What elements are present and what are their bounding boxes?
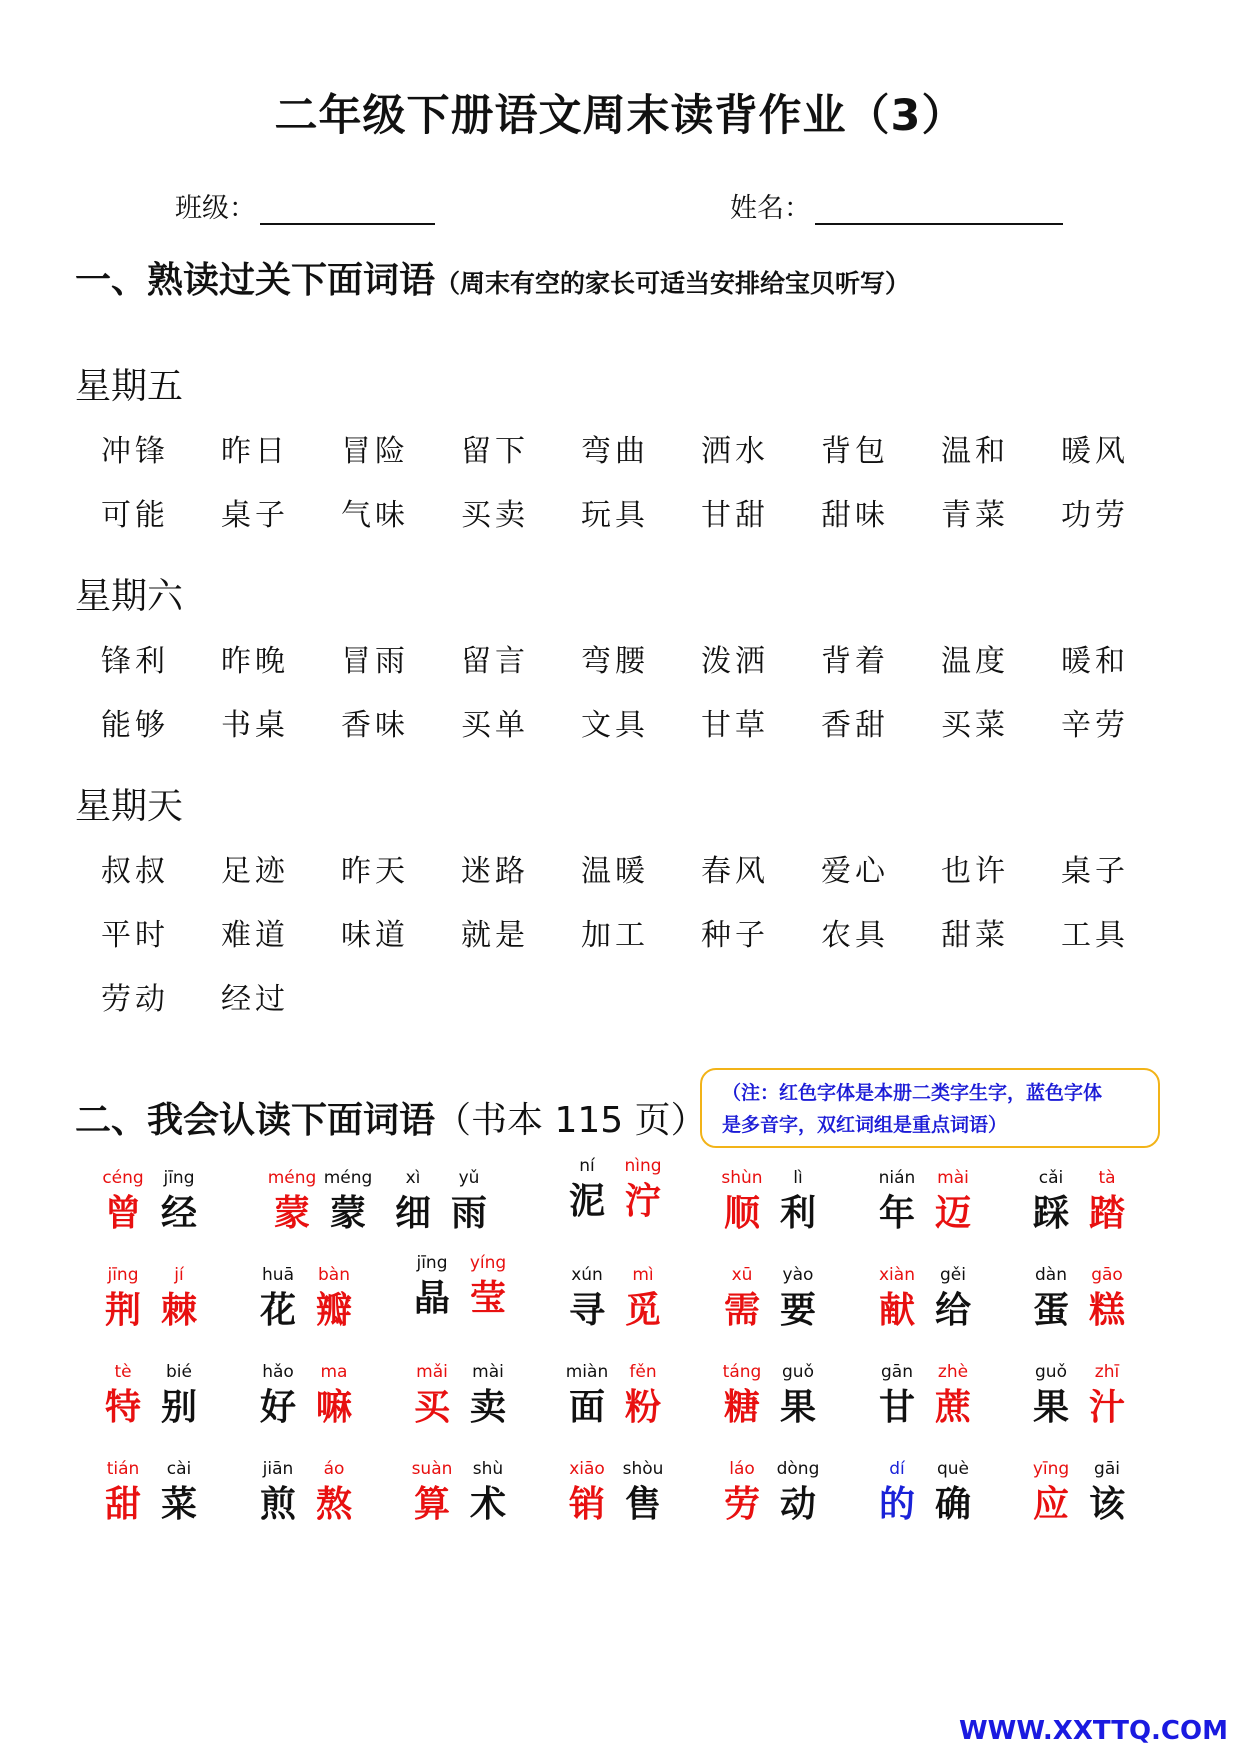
pinyin: yíng xyxy=(469,1253,507,1273)
char-cell xyxy=(93,1263,153,1333)
day-label: 星期天 xyxy=(75,786,184,827)
pinyin: yīng xyxy=(1032,1459,1070,1479)
char-cell xyxy=(768,1263,828,1333)
word-row xyxy=(0,974,1240,1017)
char-cell xyxy=(458,1457,518,1527)
pinyin: mǎi xyxy=(416,1362,448,1382)
vocab-word: 背包 xyxy=(821,434,889,469)
hanzi: 汁 xyxy=(1088,1386,1125,1428)
vocab-word: 迷路 xyxy=(461,854,529,889)
char-cell xyxy=(149,1263,209,1333)
pinyin: xì xyxy=(405,1168,421,1188)
char-cell xyxy=(712,1263,772,1333)
vocab-word: 暖和 xyxy=(1061,644,1129,679)
char-cell xyxy=(402,1457,462,1527)
hanzi: 莹 xyxy=(469,1277,506,1319)
pinyin: mì xyxy=(632,1265,654,1285)
pinyin: yǔ xyxy=(458,1168,480,1188)
char-cell xyxy=(712,1457,772,1527)
pinyin-word-pair xyxy=(867,1360,997,1440)
vocab-word: 锋利 xyxy=(101,644,169,679)
hanzi: 蔗 xyxy=(934,1386,971,1428)
vocab-word: 买单 xyxy=(461,708,529,743)
hanzi: 顺 xyxy=(723,1192,760,1234)
char-cell xyxy=(557,1360,617,1430)
pinyin: què xyxy=(936,1459,970,1479)
pinyin: dàn xyxy=(1035,1265,1067,1285)
pinyin: shùn xyxy=(721,1168,763,1188)
char-cell xyxy=(768,1360,828,1430)
char-cell xyxy=(712,1360,772,1430)
hanzi: 踩 xyxy=(1032,1192,1069,1234)
pinyin-word-pair xyxy=(93,1263,223,1343)
vocab-word: 能够 xyxy=(101,708,169,743)
hanzi: 晶 xyxy=(413,1277,450,1319)
char-cell xyxy=(923,1360,983,1430)
name-label: 姓名： xyxy=(730,193,811,224)
color-legend-note xyxy=(700,1068,1160,1148)
pinyin: dòng xyxy=(776,1459,820,1479)
pinyin: zhī xyxy=(1094,1362,1120,1382)
char-cell xyxy=(248,1360,308,1430)
hanzi: 蒙 xyxy=(329,1192,366,1234)
section2-title: 二、我会认读下面词语 xyxy=(75,1100,436,1141)
pinyin-word-pair xyxy=(712,1263,842,1343)
pinyin: jí xyxy=(174,1265,184,1285)
hanzi: 瓣 xyxy=(315,1289,352,1331)
char-cell xyxy=(768,1457,828,1527)
pinyin-word-pair xyxy=(402,1457,532,1537)
hanzi: 买 xyxy=(413,1386,450,1428)
section1-title: 一、熟读过关下面词语 xyxy=(75,260,436,301)
char-cell xyxy=(149,1360,209,1430)
hanzi: 面 xyxy=(568,1386,605,1428)
pinyin: miàn xyxy=(565,1362,609,1382)
vocab-word: 香甜 xyxy=(821,708,889,743)
section1-heading xyxy=(75,252,910,303)
pinyin: cǎi xyxy=(1038,1168,1064,1188)
char-cell xyxy=(93,1360,153,1430)
char-cell xyxy=(248,1263,308,1333)
pinyin-word-pair xyxy=(867,1166,997,1246)
pinyin: yào xyxy=(782,1265,814,1285)
char-cell xyxy=(867,1360,927,1430)
hanzi: 果 xyxy=(779,1386,816,1428)
pinyin: nìng xyxy=(624,1156,662,1176)
vocab-word: 暖风 xyxy=(1061,434,1129,469)
char-cell xyxy=(557,1154,617,1224)
vocab-word: 平时 xyxy=(101,918,169,953)
pinyin: céng xyxy=(102,1168,144,1188)
class-field[interactable] xyxy=(175,186,435,225)
vocab-word: 冲锋 xyxy=(101,434,169,469)
char-cell xyxy=(149,1457,209,1527)
hanzi: 迈 xyxy=(934,1192,971,1234)
pinyin: guǒ xyxy=(782,1362,814,1382)
hanzi: 算 xyxy=(413,1483,450,1525)
vocab-word: 温暖 xyxy=(581,854,649,889)
hanzi: 献 xyxy=(878,1289,915,1331)
vocab-word: 买菜 xyxy=(941,708,1009,743)
pinyin: jīng xyxy=(163,1168,195,1188)
vocab-word: 文具 xyxy=(581,708,649,743)
class-blank-line[interactable] xyxy=(260,193,435,225)
vocab-word: 甜菜 xyxy=(941,918,1009,953)
vocab-word: 留言 xyxy=(461,644,529,679)
char-cell xyxy=(1021,1360,1081,1430)
char-cell xyxy=(613,1360,673,1430)
hanzi: 粉 xyxy=(624,1386,661,1428)
vocab-word: 昨天 xyxy=(341,854,409,889)
pinyin-word-pair xyxy=(557,1263,687,1343)
vocab-word: 泼洒 xyxy=(701,644,769,679)
vocab-word: 甘草 xyxy=(701,708,769,743)
hanzi: 曾 xyxy=(104,1192,141,1234)
char-cell xyxy=(613,1263,673,1333)
vocab-word: 留下 xyxy=(461,434,529,469)
pinyin: lì xyxy=(793,1168,803,1188)
pinyin: cài xyxy=(166,1459,192,1479)
hanzi: 给 xyxy=(934,1289,971,1331)
vocab-word: 叔叔 xyxy=(101,854,169,889)
vocab-word: 可能 xyxy=(101,498,169,533)
pinyin: ma xyxy=(320,1362,348,1382)
pinyin: táng xyxy=(722,1362,762,1382)
pinyin-word-pair xyxy=(1021,1360,1151,1440)
char-cell xyxy=(1077,1457,1137,1527)
vocab-word: 背着 xyxy=(821,644,889,679)
vocab-word: 洒水 xyxy=(701,434,769,469)
vocab-word: 工具 xyxy=(1061,918,1129,953)
pinyin: áo xyxy=(323,1459,345,1479)
hanzi: 荆 xyxy=(104,1289,141,1331)
hanzi: 蒙 xyxy=(273,1192,310,1234)
char-cell xyxy=(613,1457,673,1527)
pinyin: dí xyxy=(889,1459,905,1479)
pinyin: nián xyxy=(878,1168,916,1188)
char-cell xyxy=(867,1166,927,1236)
name-field[interactable] xyxy=(730,186,1063,225)
hanzi: 动 xyxy=(779,1483,816,1525)
char-cell xyxy=(1077,1360,1137,1430)
pinyin: xún xyxy=(571,1265,603,1285)
pinyin: shòu xyxy=(622,1459,664,1479)
hanzi: 甘 xyxy=(878,1386,915,1428)
vocab-word: 买卖 xyxy=(461,498,529,533)
pinyin: gěi xyxy=(940,1265,966,1285)
hanzi: 年 xyxy=(878,1192,915,1234)
hanzi: 泞 xyxy=(624,1180,661,1222)
vocab-word: 农具 xyxy=(821,918,889,953)
pinyin: suàn xyxy=(411,1459,453,1479)
page-title: 二年级下册语文周末读背作业（3） xyxy=(274,91,966,141)
note-line-1: （注：红色字体是本册二类字生字，蓝色字体 xyxy=(722,1082,1103,1104)
char-cell xyxy=(304,1457,364,1527)
char-cell xyxy=(262,1166,322,1236)
pinyin: shù xyxy=(472,1459,504,1479)
vocab-word: 昨日 xyxy=(221,434,289,469)
hanzi: 雨 xyxy=(450,1192,487,1234)
vocab-word: 加工 xyxy=(581,918,649,953)
hanzi: 蛋 xyxy=(1032,1289,1069,1331)
section1-note: （周末有空的家长可适当安排给宝贝听写） xyxy=(435,269,911,298)
pinyin: xiàn xyxy=(879,1265,915,1285)
char-cell xyxy=(1077,1263,1137,1333)
word-row xyxy=(0,910,1240,953)
vocab-word: 温和 xyxy=(941,434,1009,469)
pinyin-word-pair xyxy=(248,1360,378,1440)
hanzi: 卖 xyxy=(469,1386,506,1428)
vocab-word: 冒险 xyxy=(341,434,409,469)
vocab-word: 功劳 xyxy=(1061,498,1129,533)
char-cell xyxy=(383,1166,443,1236)
pinyin-word-pair xyxy=(557,1360,687,1440)
name-blank-line[interactable] xyxy=(815,193,1063,225)
hanzi: 细 xyxy=(394,1192,431,1234)
hanzi: 好 xyxy=(259,1386,296,1428)
vocab-word: 劳动 xyxy=(101,982,169,1017)
char-cell xyxy=(458,1360,518,1430)
pinyin: mài xyxy=(472,1362,504,1382)
vocab-word: 种子 xyxy=(701,918,769,953)
day-label: 星期五 xyxy=(75,366,184,407)
hanzi: 确 xyxy=(934,1483,971,1525)
pinyin: tà xyxy=(1098,1168,1116,1188)
vocab-word: 难道 xyxy=(221,918,289,953)
pinyin: gān xyxy=(881,1362,913,1382)
pinyin: xiāo xyxy=(569,1459,605,1479)
hanzi: 销 xyxy=(568,1483,605,1525)
pinyin: mài xyxy=(937,1168,969,1188)
hanzi: 花 xyxy=(259,1289,296,1331)
vocab-word: 桌子 xyxy=(221,498,289,533)
pinyin-word-pair xyxy=(712,1457,842,1537)
vocab-word: 爱心 xyxy=(821,854,889,889)
char-cell xyxy=(768,1166,828,1236)
pinyin: bàn xyxy=(318,1265,350,1285)
char-cell xyxy=(318,1166,378,1236)
pinyin-word-pair xyxy=(712,1360,842,1440)
vocab-word: 玩具 xyxy=(581,498,649,533)
pinyin-word-pair xyxy=(93,1166,223,1246)
hanzi: 术 xyxy=(469,1483,506,1525)
pinyin: guǒ xyxy=(1035,1362,1067,1382)
hanzi: 糕 xyxy=(1088,1289,1125,1331)
vocab-word: 弯腰 xyxy=(581,644,649,679)
hanzi: 利 xyxy=(779,1192,816,1234)
hanzi: 经 xyxy=(160,1192,197,1234)
hanzi: 售 xyxy=(624,1483,661,1525)
vocab-word: 桌子 xyxy=(1061,854,1129,889)
hanzi: 应 xyxy=(1032,1483,1069,1525)
word-row xyxy=(0,846,1240,889)
pinyin-word-pair xyxy=(402,1253,532,1343)
pinyin-word-pair xyxy=(402,1360,532,1440)
char-cell xyxy=(248,1457,308,1527)
word-row xyxy=(0,636,1240,679)
vocab-word: 足迹 xyxy=(221,854,289,889)
char-cell xyxy=(458,1251,518,1321)
pinyin-word-pair xyxy=(1021,1263,1151,1343)
pinyin: tè xyxy=(114,1362,132,1382)
pinyin: jiān xyxy=(262,1459,294,1479)
pinyin: bié xyxy=(166,1362,192,1382)
vocab-word: 就是 xyxy=(461,918,529,953)
pinyin-word-pair xyxy=(867,1457,997,1537)
char-cell xyxy=(304,1360,364,1430)
hanzi: 踏 xyxy=(1088,1192,1125,1234)
vocab-word: 弯曲 xyxy=(581,434,649,469)
vocab-word: 昨晚 xyxy=(221,644,289,679)
char-cell xyxy=(557,1263,617,1333)
char-cell xyxy=(923,1263,983,1333)
char-cell xyxy=(304,1263,364,1333)
hanzi: 熬 xyxy=(315,1483,352,1525)
vocab-word: 辛劳 xyxy=(1061,708,1129,743)
vocab-word: 甜味 xyxy=(821,498,889,533)
vocab-word: 春风 xyxy=(701,854,769,889)
pinyin: ní xyxy=(579,1156,595,1176)
pinyin: hǎo xyxy=(262,1362,294,1382)
char-cell xyxy=(712,1166,772,1236)
day-label: 星期六 xyxy=(75,576,184,617)
char-cell xyxy=(402,1360,462,1430)
hanzi: 的 xyxy=(878,1483,915,1525)
pinyin-word-pair xyxy=(1021,1457,1151,1537)
site-watermark: WWW.XXTTQ.COM xyxy=(959,1716,1228,1746)
pinyin-word-pair xyxy=(867,1263,997,1343)
char-cell xyxy=(1021,1166,1081,1236)
vocab-word: 香味 xyxy=(341,708,409,743)
hanzi: 泥 xyxy=(568,1180,605,1222)
char-cell xyxy=(439,1166,499,1236)
hanzi: 别 xyxy=(160,1386,197,1428)
pinyin-word-pair xyxy=(712,1166,842,1246)
vocab-word: 味道 xyxy=(341,918,409,953)
char-cell xyxy=(149,1166,209,1236)
hanzi: 糖 xyxy=(723,1386,760,1428)
hanzi: 煎 xyxy=(259,1483,296,1525)
pinyin-word-pair xyxy=(383,1166,513,1246)
char-cell xyxy=(557,1457,617,1527)
pinyin: gāo xyxy=(1091,1265,1123,1285)
hanzi: 寻 xyxy=(568,1289,605,1331)
char-cell xyxy=(1021,1263,1081,1333)
pinyin: láo xyxy=(729,1459,755,1479)
hanzi: 甜 xyxy=(104,1483,141,1525)
pinyin-word-pair xyxy=(557,1156,687,1246)
char-cell xyxy=(1021,1457,1081,1527)
char-cell xyxy=(93,1166,153,1236)
vocab-word: 书桌 xyxy=(221,708,289,743)
char-cell xyxy=(923,1457,983,1527)
hanzi: 觅 xyxy=(624,1289,661,1331)
char-cell xyxy=(867,1263,927,1333)
vocab-word: 温度 xyxy=(941,644,1009,679)
pinyin: fěn xyxy=(629,1362,657,1382)
vocab-word: 经过 xyxy=(221,982,289,1017)
note-line-2: 是多音字，双红词组是重点词语） xyxy=(722,1114,1008,1136)
pinyin-word-pair xyxy=(93,1360,223,1440)
hanzi: 嘛 xyxy=(315,1386,352,1428)
pinyin: gāi xyxy=(1094,1459,1120,1479)
section2-heading xyxy=(75,1092,707,1143)
pinyin: jīng xyxy=(107,1265,139,1285)
pinyin: méng xyxy=(323,1168,373,1188)
pinyin: huā xyxy=(262,1265,294,1285)
char-cell xyxy=(93,1457,153,1527)
hanzi: 果 xyxy=(1032,1386,1069,1428)
char-cell xyxy=(402,1251,462,1321)
hanzi: 该 xyxy=(1088,1483,1125,1525)
hanzi: 劳 xyxy=(723,1483,760,1525)
char-cell xyxy=(867,1457,927,1527)
vocab-word: 甘甜 xyxy=(701,498,769,533)
word-row xyxy=(0,426,1240,469)
hanzi: 特 xyxy=(104,1386,141,1428)
hanzi: 要 xyxy=(779,1289,816,1331)
hanzi: 菜 xyxy=(160,1483,197,1525)
pinyin: jīng xyxy=(416,1253,448,1273)
pinyin: zhè xyxy=(937,1362,969,1382)
pinyin: méng xyxy=(267,1168,317,1188)
pinyin-word-pair xyxy=(557,1457,687,1537)
vocab-word: 气味 xyxy=(341,498,409,533)
pinyin-word-pair xyxy=(248,1457,378,1537)
word-row xyxy=(0,490,1240,533)
section2-page-ref: （书本 115 页） xyxy=(435,1100,707,1141)
pinyin-word-pair xyxy=(248,1263,378,1343)
char-cell xyxy=(613,1154,673,1224)
pinyin: tián xyxy=(106,1459,140,1479)
vocab-word: 也许 xyxy=(941,854,1009,889)
class-label: 班级： xyxy=(175,193,256,224)
vocab-word: 冒雨 xyxy=(341,644,409,679)
hanzi: 棘 xyxy=(160,1289,197,1331)
char-cell xyxy=(1077,1166,1137,1236)
hanzi: 需 xyxy=(723,1289,760,1331)
pinyin-word-pair xyxy=(262,1166,392,1246)
pinyin-word-pair xyxy=(93,1457,223,1537)
pinyin: xū xyxy=(731,1265,753,1285)
word-row xyxy=(0,700,1240,743)
pinyin-word-pair xyxy=(1021,1166,1151,1246)
vocab-word: 青菜 xyxy=(941,498,1009,533)
char-cell xyxy=(923,1166,983,1236)
